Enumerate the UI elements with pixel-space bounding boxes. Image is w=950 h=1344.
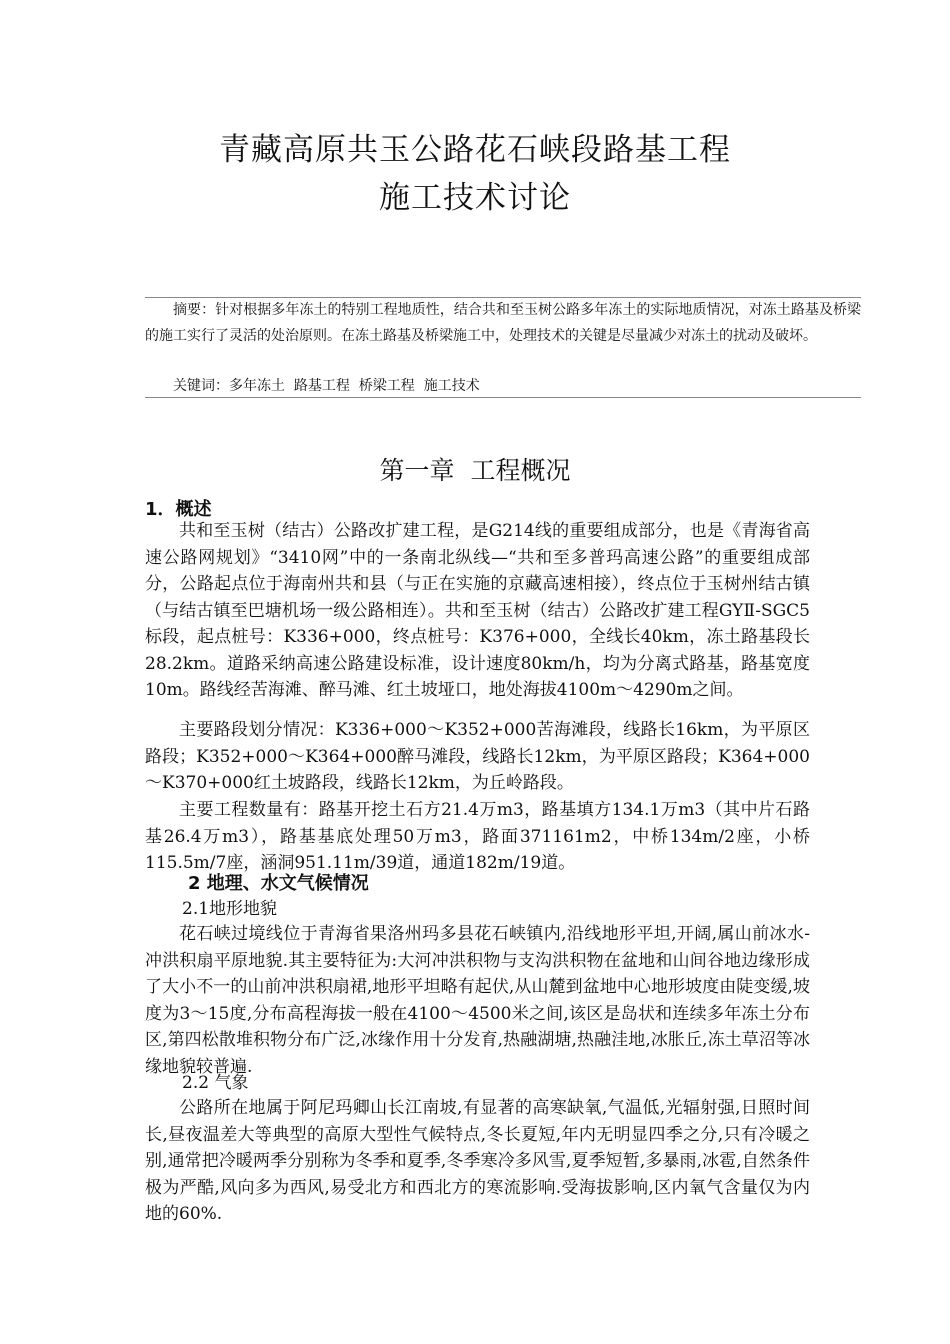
section1-paragraph: 主要路段划分情况：K336+000～K352+000苦海滩段，线路长16km，为平原区路段；K352+000～K364+000醉马滩段，线路长12km，为平原区路段；K364+000～K370+000红土坡路段，线路长12km，为丘岭路段。 [145,720,810,793]
keywords-label: 关键词： [173,378,229,394]
abstract-bottom-rule [145,397,861,398]
document-title-line2: 施工技术讨论 [379,180,571,216]
abstract-block [145,297,861,349]
subsection-2-2-text: 公路所在地属于阿尼玛卿山长江南坡,有显著的高寒缺氧,气温低,光辐射强,日照时间长,昼夜温差大等典型的高原大型性气候特点,冬长夏短,年内无明显四季之分,只有冷暖之别,通常把冷暖两季分别称为冬季和夏季,冬季寒冷多风雪,夏季短暂,多暴雨,冰雹,自然条件极为严酷,风向多为西风,易受北方和西北方的寒流影响.受海拔影响,区内氧气含量仅为内地的60%. [145,1098,810,1224]
keywords-block [145,373,861,399]
subsection-2-2-heading: 2.2 气象 [182,1073,249,1093]
document-title-line1: 青藏高原共玉公路花石峡段路基工程 [219,132,731,168]
section1-paragraph: 共和至玉树（结古）公路改扩建工程，是G214线的重要组成部分，也是《青海省高速公路网规划》“3410网”中的一条南北纵线—“共和至多普玛高速公路”的重要组成部分，公路起点位于海南州共和县（与正在实施的京藏高速相接），终点位于玉树州结古镇（与结古镇至巴塘机场一级公路相连）。共和至玉树（结古）公路改扩建工程GYⅡ-SGC5标段，起点桩号：K336+000，终点桩号：K376+000，全线长40km，冻土路基段长28.2km。道路采纳高速公路建设标准，设计速度80km/h，均为分离式路基，路基宽度10m。路线经苦海滩、醉马滩、红土坡垭口，地处海拔4100m～4290m之间。 [145,521,810,700]
abstract-label: 摘要： [173,302,216,318]
section1-heading: 1．概述 [145,499,212,520]
section1-paragraph: 主要工程数量有：路基开挖土石方21.4万m3，路基填方134.1万m3（其中片石路基26.4万m3），路基基底处理50万m3，路面371161m2，中桥134m/2座，小桥115.5m/7座，涵洞951.11m/39道，通道182m/19道。 [145,800,810,873]
section2-heading: 2 地理、水文气候情况 [188,873,369,894]
subsection-2-1-text: 花石峡过境线位于青海省果洛州玛多县花石峡镇内,沿线地形平坦,开阔,属山前冰水-冲洪积扇平原地貌.其主要特征为:大河冲洪积物与支沟洪积物在盆地和山间谷地边缘形成了大小不一的山前冲洪积扇裙,地形平坦略有起伏,从山麓到盆地中心地形坡度由陡变缓,坡度为3～15度,分布高程海拔一般在4100～4500米之间,该区是岛状和连续多年冻土分布区,第四松散堆积物分布广泛,冰缘作用十分发育,热融湖塘,热融洼地,冰胀丘,冻土草沼等冰缘地貌较普遍. [145,924,811,1077]
abstract-text: 针对根据多年冻土的特别工程地质性，结合共和至玉树公路多年冻土的实际地质情况，对冻土路基及桥梁的施工实行了灵活的处治原则。在冻土路基及桥梁施工中，处理技术的关键是尽量减少对冻土的扰动及破坏。 [145,302,861,344]
subsection-2-1-heading: 2.1地形地貌 [182,899,278,919]
keywords-text: 多年冻土 路基工程 桥梁工程 施工技术 [229,378,480,394]
chapter-title: 第一章 工程概况 [379,456,571,485]
